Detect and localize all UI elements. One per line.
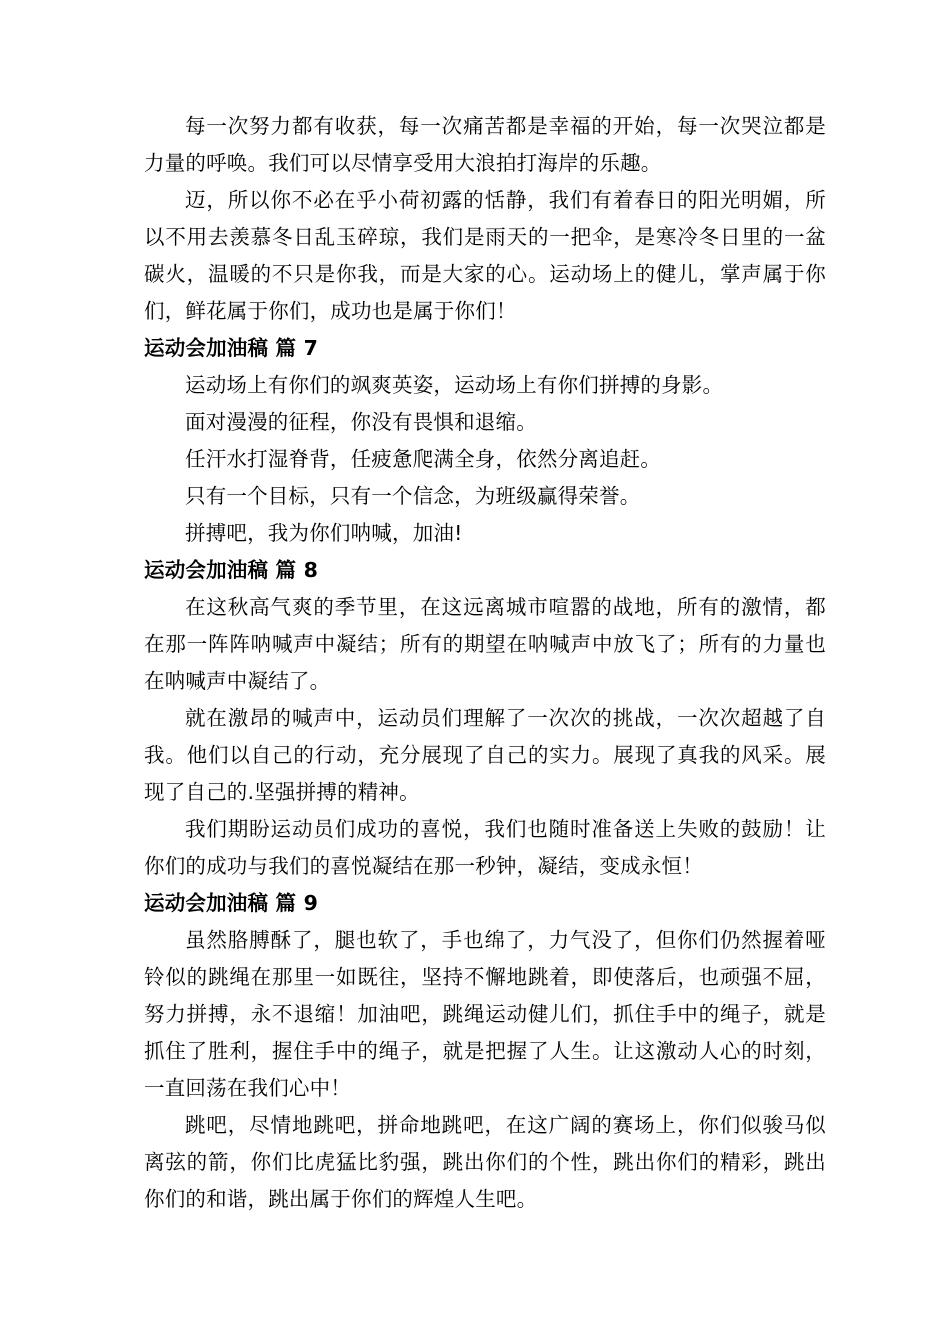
paragraph: 面对漫漫的征程，你没有畏惧和退缩。 [185, 410, 537, 434]
paragraph: 任汗水打湿脊背，任疲惫爬满全身，依然分离追赶。 [185, 447, 662, 471]
paragraph: 运动场上有你们的飒爽英姿，运动场上有你们拼搏的身影。 [185, 373, 724, 397]
document-body [144, 108, 826, 1218]
section-heading-7: 运动会加油稿 篇 7 [144, 336, 319, 360]
paragraph: 每一次努力都有收获，每一次痛苦都是幸福的开始，每一次哭泣都是力量的呼唤。我们可以尽情享受用大浪拍打海岸的乐趣。 [144, 114, 826, 175]
paragraph: 就在激昂的喊声中，运动员们理解了一次次的挑战，一次次超越了自我。他们以自己的行动，充分展现了自己的实力。展现了真我的风采。展现了自己的.坚强拼搏的精神。 [144, 706, 826, 804]
paragraph: 拼搏吧，我为你们呐喊，加油! [185, 521, 463, 545]
paragraph: 我们期盼运动员们成功的喜悦，我们也随时准备送上失败的鼓励！让你们的成功与我们的喜悦凝结在那一秒钟，凝结，变成永恒！ [144, 817, 826, 878]
paragraph: 只有一个目标，只有一个信念，为班级赢得荣誉。 [185, 484, 641, 508]
paragraph: 跳吧，尽情地跳吧，拼命地跳吧，在这广阔的赛场上，你们似骏马似离弦的箭，你们比虎猛比豹强，跳出你们的个性，跳出你们的精彩，跳出你们的和谐，跳出属于你们的辉煌人生吧。 [144, 1113, 826, 1211]
section-heading-8: 运动会加油稿 篇 8 [144, 558, 319, 582]
paragraph: 迈，所以你不必在乎小荷初露的恬静，我们有着春日的阳光明媚，所以不用去羡慕冬日乱玉碎琼，我们是雨天的一把伞，是寒冷冬日里的一盆碳火，温暖的不只是你我，而是大家的心。运动场上的健儿，掌声属于你们，鲜花属于你们，成功也是属于你们！ [144, 188, 826, 323]
paragraph: 虽然胳膊酥了，腿也软了，手也绵了，力气没了，但你们仍然握着哑铃似的跳绳在那里一如既往，坚持不懈地跳着，即使落后，也顽强不屈，努力拼搏，永不退缩！加油吧，跳绳运动健儿们，抓住手中的绳子，就是抓住了胜利，握住手中的绳子，就是把握了人生。让这激动人心的时刻，一直回荡在我们心中！ [144, 928, 826, 1100]
section-heading-9: 运动会加油稿 篇 9 [144, 891, 319, 915]
paragraph: 在这秋高气爽的季节里，在这远离城市喧嚣的战地，所有的激情，都在那一阵阵呐喊声中凝结；所有的期望在呐喊声中放飞了；所有的力量也在呐喊声中凝结了。 [144, 595, 826, 693]
